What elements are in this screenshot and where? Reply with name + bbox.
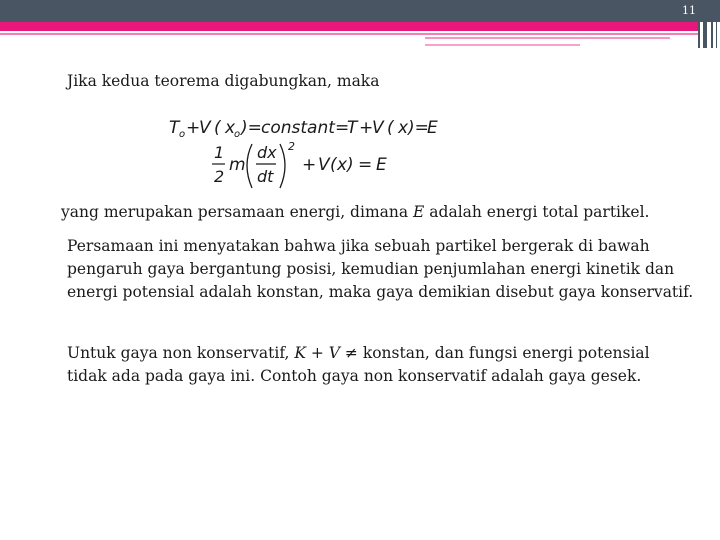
text-span: konstan, dan fungsi energi potensial tidak ada pada gaya ini. Contoh gaya non konservatif adalah gaya gesek. [67, 344, 650, 385]
svg-text:2: 2 [214, 167, 225, 186]
equation-energy-svg [212, 138, 412, 193]
svg-text:=: = [358, 155, 373, 175]
svg-text:E: E [376, 155, 387, 175]
svg-text:)=: )= [408, 118, 429, 138]
svg-text:T: T [347, 118, 358, 138]
svg-text:m: m [229, 155, 246, 175]
svg-text:dx: dx [257, 143, 277, 162]
svg-text:+: + [359, 118, 374, 138]
svg-text:constant: constant [261, 118, 335, 138]
equation-description [61, 201, 649, 224]
svg-text:x: x [225, 118, 236, 138]
svg-text:T: T [169, 118, 180, 138]
header-side-stripe [716, 0, 717, 48]
svg-text:=: = [335, 118, 350, 138]
text-span: adalah energi total partikel. [424, 203, 650, 221]
svg-text:(: ( [387, 118, 394, 138]
text-span: Untuk gaya non konservatif, [67, 344, 295, 362]
svg-text:E: E [427, 118, 438, 138]
header-accent-bar [0, 22, 700, 31]
header-accent-line [425, 44, 580, 46]
svg-text:+: + [186, 118, 201, 138]
header-side-stripe [711, 0, 713, 48]
page-number: 11 [682, 4, 696, 17]
svg-text:o: o [179, 129, 186, 139]
svg-text:2: 2 [288, 140, 295, 153]
svg-text:(: ( [214, 118, 221, 138]
svg-text:)=: )= [241, 118, 262, 138]
svg-text:1: 1 [214, 143, 225, 162]
equation-conservation-svg [169, 115, 449, 139]
header-bar [0, 0, 720, 22]
paragraph-conservative: Persamaan ini menyatakan bahwa jika sebuah partikel bergerak di bawah pengaruh gaya bergantung posisi, kemudian penjumlahan energi kinetik dan energi potensial adalah konstan, maka gaya demikian disebut gaya konservatif. [67, 237, 694, 301]
expression-k-plus-v: K + V ≠ [294, 344, 358, 362]
svg-text:V: V [372, 118, 384, 138]
header-accent-line [425, 37, 670, 39]
intro-text: Jika kedua teorema digabungkan, maka [67, 72, 380, 90]
svg-text:x: x [398, 118, 409, 138]
svg-text:dt: dt [257, 167, 274, 186]
svg-text:V: V [199, 118, 211, 138]
header-side-stripe [698, 0, 700, 48]
header-accent-line [0, 33, 700, 35]
svg-text:(: ( [330, 155, 337, 175]
variable-e: E [413, 203, 425, 221]
svg-text:o: o [234, 129, 241, 139]
svg-text:x: x [337, 155, 348, 175]
svg-text:+: + [302, 155, 317, 175]
equation-energy [212, 138, 412, 198]
svg-text:V: V [318, 155, 330, 175]
svg-text:): ) [347, 155, 354, 175]
paragraph-nonconservative [67, 342, 667, 388]
header-side-stripe [703, 0, 707, 48]
text-span: yang merupakan persamaan energi, dimana [61, 203, 414, 221]
